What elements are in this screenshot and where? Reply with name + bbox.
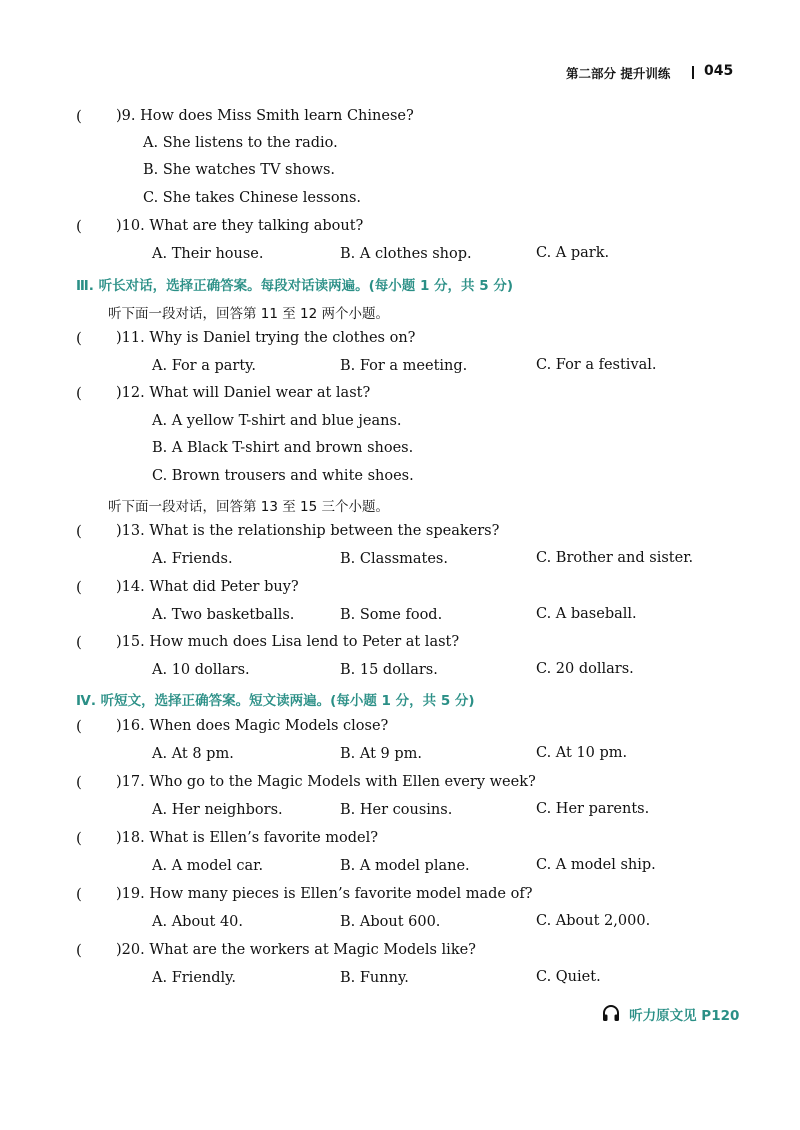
header-divider [692,66,694,79]
answer-paren[interactable]: ( [76,217,82,235]
section-3-title: Ⅲ. 听长对话，选择正确答案。每段对话读两遍。(每小题 1 分，共 5 分) [76,278,514,294]
question-stem: )12. What will Daniel wear at last? [116,385,371,401]
answer-paren[interactable]: ( [76,329,82,347]
option-c: C. Brother and sister. [536,550,694,566]
question-stem: )14. What did Peter buy? [116,579,299,595]
option-c: C. A baseball. [536,606,637,622]
question-stem: )19. How many pieces is Ellen’s favorite model made of? [116,886,533,902]
option-c: C. 20 dollars. [536,661,634,677]
option-a: A. She listens to the radio. [143,135,338,151]
page-number: 045 [704,63,734,79]
option-c: C. About 2,000. [536,913,651,929]
section-3-instruction-1: 听下面一段对话，回答第 11 至 12 两个小题。 [108,306,390,322]
option-b: B. Funny. [340,970,409,986]
answer-paren[interactable]: ( [76,717,82,735]
option-c: C. She takes Chinese lessons. [143,190,361,206]
question-stem: )11. Why is Daniel trying the clothes on? [116,330,416,346]
option-a: A. Friends. [152,551,233,567]
listening-script-link[interactable] [602,1003,739,1024]
question-stem: )15. How much does Lisa lend to Peter at last? [116,634,460,650]
option-b: B. She watches TV shows. [143,162,336,178]
answer-paren[interactable]: ( [76,941,82,959]
option-b: B. A model plane. [340,858,470,874]
answer-paren[interactable]: ( [76,522,82,540]
option-b: B. About 600. [340,914,441,930]
section-4-title: Ⅳ. 听短文，选择正确答案。短文读两遍。(每小题 1 分，共 5 分) [76,693,475,709]
question-stem: )17. Who go to the Magic Models with Ellen every week? [116,774,536,790]
question-stem: )16. When does Magic Models close? [116,718,389,734]
option-b: B. Her cousins. [340,802,453,818]
section-3-instruction-2: 听下面一段对话，回答第 13 至 15 三个小题。 [108,499,390,515]
option-a: A. Her neighbors. [152,802,283,818]
option-a: A. 10 dollars. [152,662,250,678]
option-a: A. About 40. [152,914,244,930]
option-b: B. At 9 pm. [340,746,423,762]
answer-paren[interactable]: ( [76,885,82,903]
question-stem: )9. How does Miss Smith learn Chinese? [116,108,414,124]
option-b: B. Some food. [340,607,443,623]
option-a: A. A model car. [152,858,264,874]
option-c: C. At 10 pm. [536,745,628,761]
option-a: A. Two basketballs. [152,607,295,623]
option-b: B. A Black T-shirt and brown shoes. [152,440,414,456]
option-c: C. Brown trousers and white shoes. [152,468,414,484]
option-c: C. A model ship. [536,857,656,873]
option-a: A. Their house. [152,246,264,262]
listening-script-text: 听力原文见 P120 [629,1007,740,1024]
option-c: C. A park. [536,245,610,261]
answer-paren[interactable]: ( [76,578,82,596]
running-header: 第二部分 提升训练 [566,66,671,81]
answer-paren[interactable]: ( [76,107,82,125]
option-c: C. Her parents. [536,801,650,817]
answer-paren[interactable]: ( [76,384,82,402]
answer-paren[interactable]: ( [76,829,82,847]
question-stem: )20. What are the workers at Magic Models like? [116,942,476,958]
answer-paren[interactable]: ( [76,633,82,651]
option-a: A. A yellow T-shirt and blue jeans. [152,413,402,429]
question-stem: )13. What is the relationship between the speakers? [116,523,500,539]
answer-paren[interactable]: ( [76,773,82,791]
option-b: B. A clothes shop. [340,246,472,262]
option-b: B. 15 dollars. [340,662,438,678]
option-b: B. For a meeting. [340,358,468,374]
option-a: A. Friendly. [152,970,237,986]
headphones-icon [602,1005,620,1022]
question-stem: )18. What is Ellen’s favorite model? [116,830,379,846]
question-stem: )10. What are they talking about? [116,218,364,234]
option-b: B. Classmates. [340,551,448,567]
option-a: A. For a party. [152,358,257,374]
option-c: C. For a festival. [536,357,657,373]
option-c: C. Quiet. [536,969,601,985]
option-a: A. At 8 pm. [152,746,234,762]
